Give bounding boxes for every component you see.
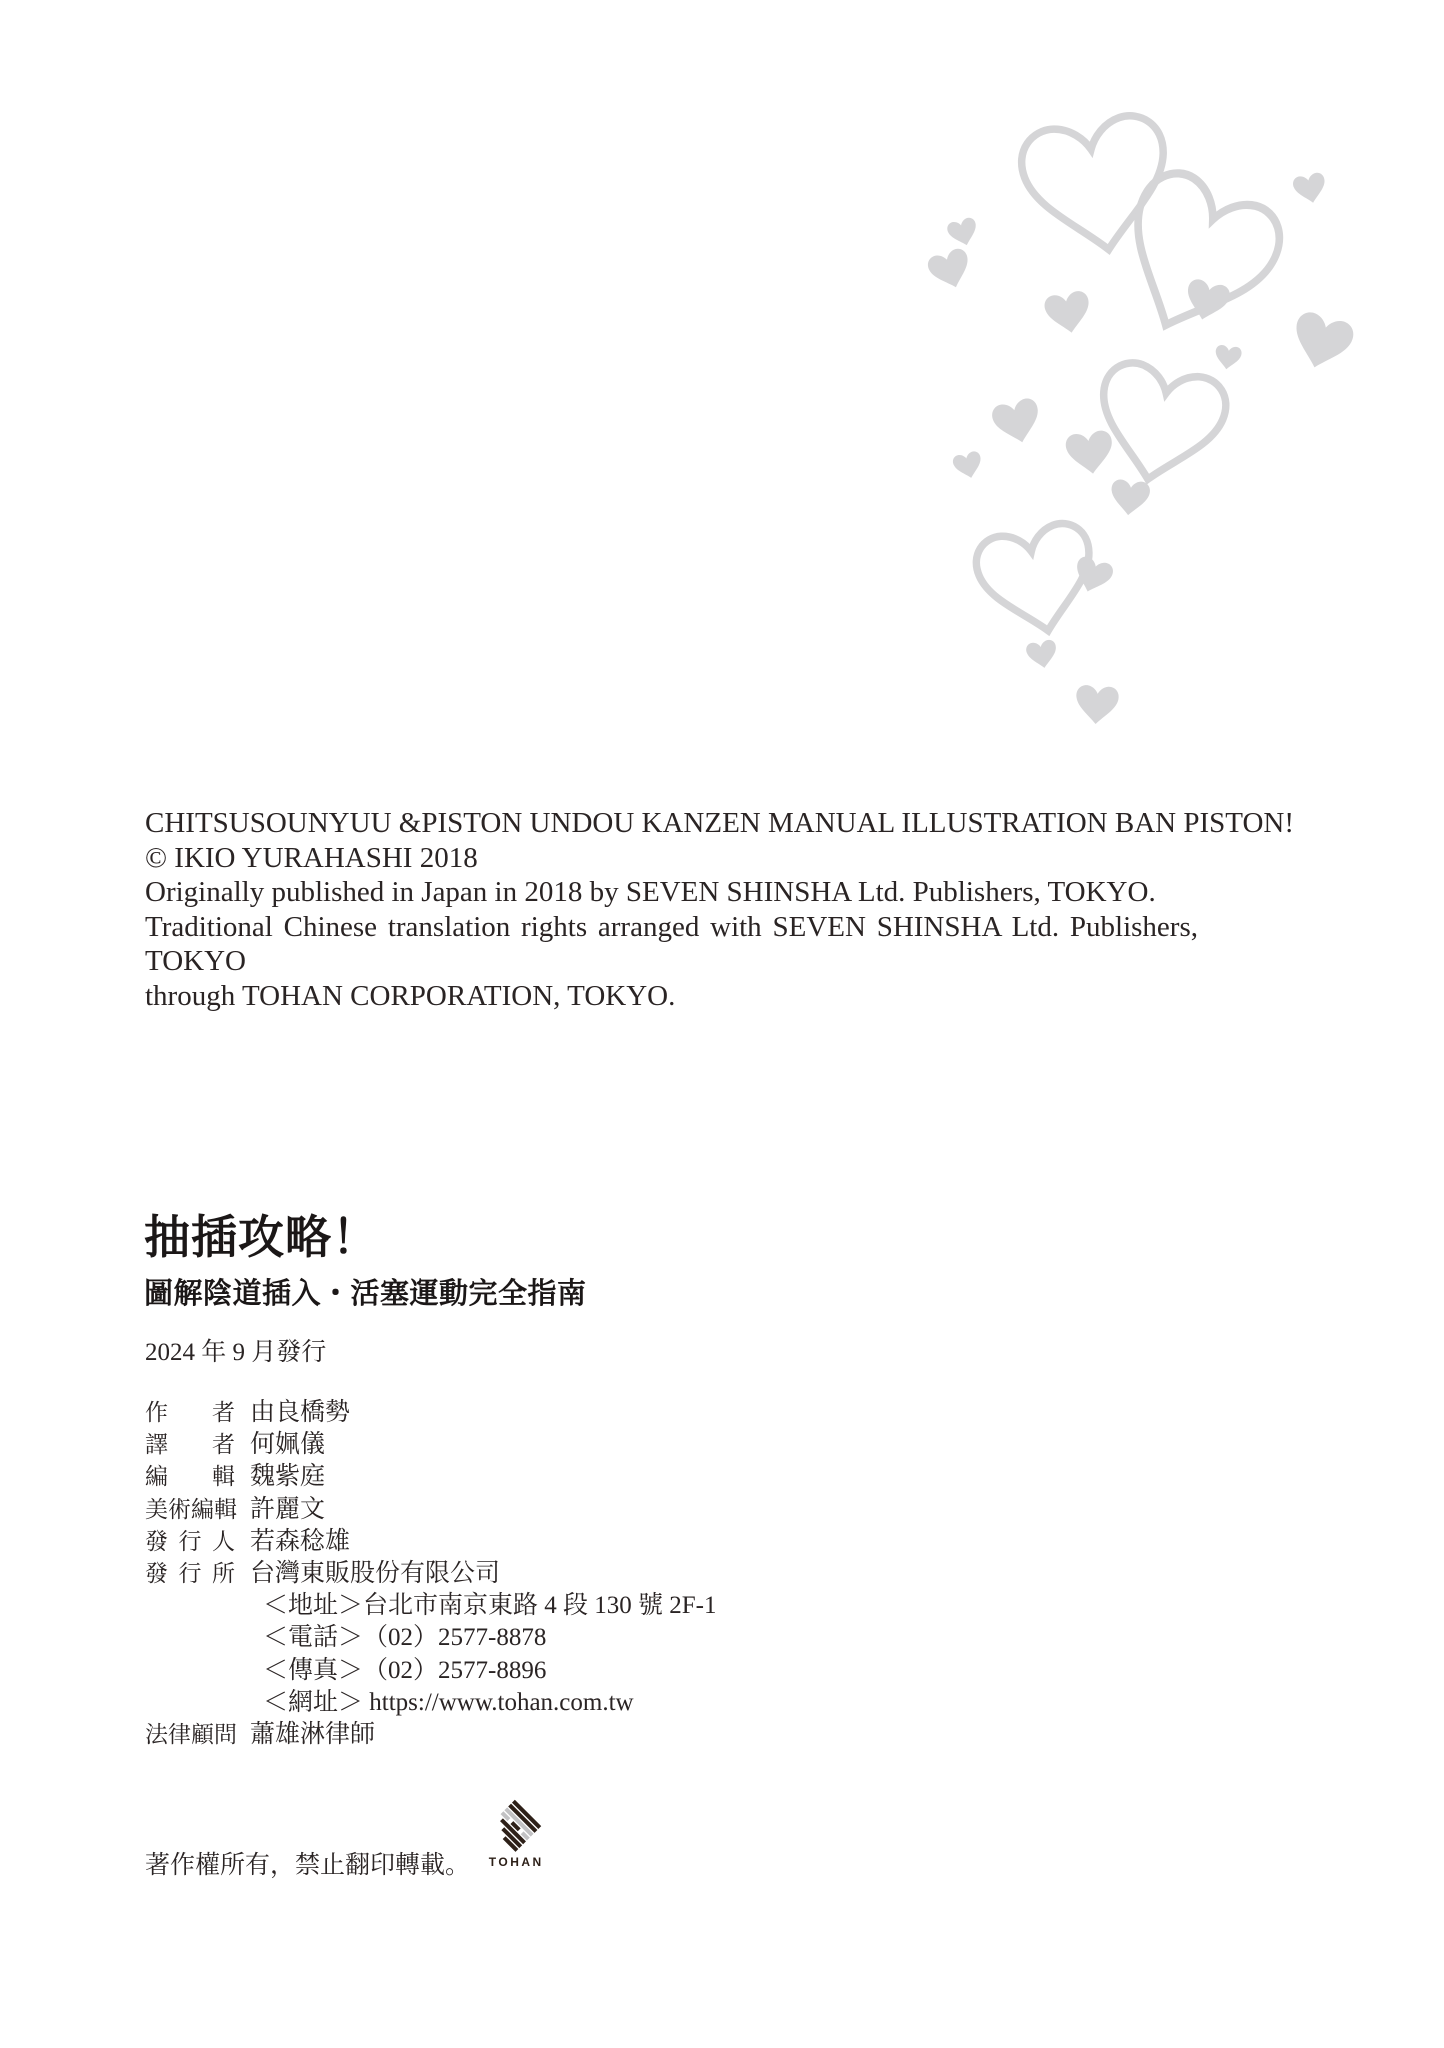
tohan-logo-text: TOHAN [488, 1855, 544, 1869]
copyright-notice: 著作權所有，禁止翻印轉載。 [145, 1852, 471, 1879]
copyright-line-2: © IKIO YURAHASHI 2018 [145, 841, 478, 874]
credit-label: 作者 [145, 1400, 235, 1425]
copyright-line-1: CHITSUSOUNYUU &PISTON UNDOU KANZEN MANUAL ILLUSTRATION BAN PISTON! [145, 807, 1294, 839]
credit-value: ＜地址＞台北市南京東路 4 段 130 號 2F-1 [263, 1592, 717, 1620]
credit-row-phone [145, 1623, 716, 1655]
book-subtitle: 圖解陰道插入・活塞運動完全指南 [144, 1277, 587, 1310]
tohan-logo-mark [487, 1797, 544, 1854]
credit-row-author [145, 1398, 716, 1430]
credit-value: 蕭雄淋律師 [250, 1720, 376, 1748]
copyright-line-4: Traditional Chinese translation rights arranged with SEVEN SHINSHA Ltd. Publishers, TOKYO [145, 910, 1198, 977]
hearts-group [925, 111, 1356, 726]
credit-label: 發行所 [145, 1560, 235, 1586]
credit-row-legal-advisor [145, 1720, 716, 1752]
copyright-english-block [145, 806, 1294, 1013]
credit-row-editor [145, 1462, 716, 1494]
credit-value: 若森稔雄 [250, 1527, 351, 1555]
credit-row-publisher-person [145, 1527, 716, 1559]
credit-label: 編輯 [145, 1464, 235, 1490]
copyright-line-3: Originally published in Japan in 2018 by SEVEN SHINSHA Ltd. Publishers, TOKYO. [145, 876, 1156, 908]
credit-row-fax [145, 1656, 716, 1688]
credit-value: 何姵儀 [250, 1431, 326, 1459]
credit-row-publisher-company [145, 1559, 716, 1591]
credit-row-address [145, 1591, 716, 1623]
credit-label: 譯者 [145, 1432, 235, 1458]
credit-label: 發行人 [145, 1528, 235, 1554]
credit-value: ＜電話＞（02）2577-8878 [263, 1624, 547, 1652]
title-block [144, 1212, 587, 1312]
credit-value: 台灣東販股份有限公司 [250, 1559, 501, 1587]
publication-date: 2024 年 9 月發行 [145, 1339, 327, 1366]
credit-label: 美術編輯 [145, 1496, 237, 1522]
copyright-line-5: through TOHAN CORPORATION, TOKYO. [145, 979, 676, 1012]
credit-value: ＜傳真＞（02）2577-8896 [263, 1656, 547, 1684]
credit-value: 許麗文 [250, 1495, 326, 1523]
credit-value: 魏紫庭 [250, 1463, 326, 1491]
credit-label: 法律顧問 [145, 1721, 237, 1747]
credit-row-translator [145, 1430, 716, 1462]
tohan-logo [485, 1797, 545, 1869]
credits-list [145, 1398, 716, 1752]
credit-row-art-editor [145, 1495, 716, 1527]
credit-row-website [145, 1688, 716, 1720]
credit-value: 由良橋勢 [250, 1399, 351, 1426]
book-title: 抽插攻略！ [144, 1211, 379, 1263]
credit-value: ＜網址＞ https://www.tohan.com.tw [263, 1688, 634, 1716]
